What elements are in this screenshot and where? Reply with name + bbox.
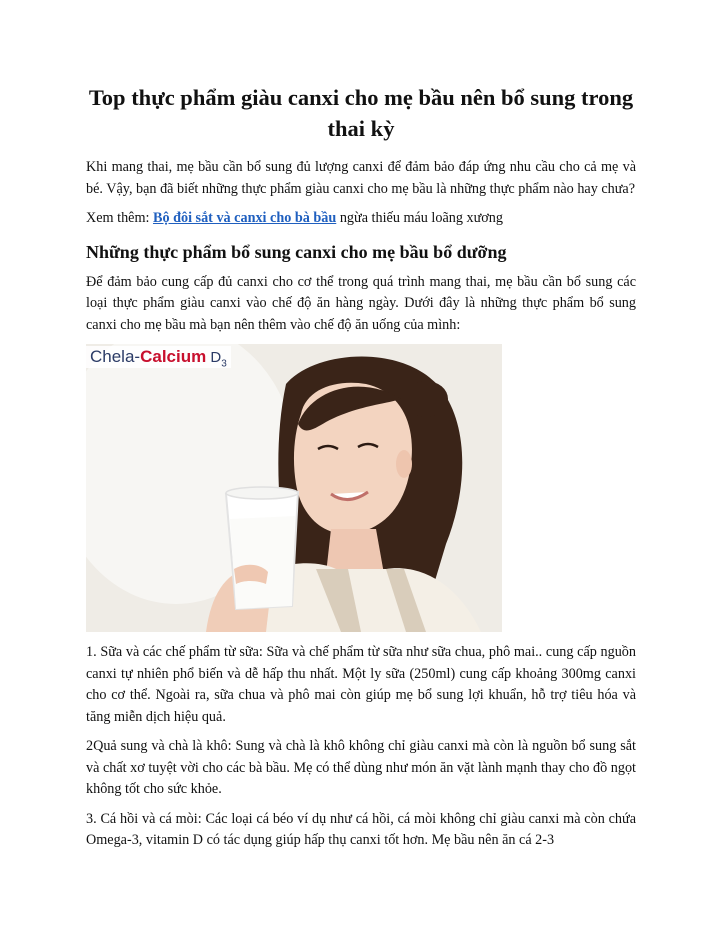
section-intro-paragraph: Để đảm bảo cung cấp đủ canxi cho cơ thể trong quá trình mang thai, mẹ bầu cần bổ sung các loại thực phẩm giàu canxi vào chế độ ăn hàng ngày. Dưới đây là những thực phẩm bổ sung canxi cho mẹ bầu mà bạn nên thêm vào chế độ ăn uống của mình: (86, 273, 636, 333)
item-salmon-sardine: 3. Cá hồi và cá mòi: Các loại cá béo ví dụ như cá hồi, cá mòi không chỉ giàu canxi mà còn chứa Omega-3, vitamin D có tác dụng giúp hấp thụ canxi tốt hơn. Mẹ bầu nên ăn cá 2-3 (86, 810, 636, 848)
page-title: Top thực phẩm giàu canxi cho mẹ bầu nên bổ sung trong thai kỳ (88, 85, 634, 141)
article (86, 82, 636, 860)
chela-calcium-logo (86, 346, 231, 368)
related-article-link[interactable]: Bộ đôi sắt và canxi cho bà bầu (152, 210, 337, 226)
item-dairy: 1. Sữa và các chế phẩm từ sữa: Sữa và chế phẩm từ sữa như sữa chua, phô mai.. cung cấp nguồn canxi tự nhiên phổ biến và dễ hấp thu nhất. Một ly sữa (250ml) cung cấp khoảng 300mg canxi cho cơ thể. Ngoài ra, sữa chua và phô mai còn giúp mẹ bổ sung lợi khuẩn, hỗ trợ tiêu hóa và tăng miễn dịch hiệu quả. (86, 644, 636, 725)
photo-illustration (86, 344, 502, 632)
see-more-line (86, 208, 636, 230)
logo-text-sub3: 3 (221, 358, 227, 370)
item-figs-dates: 2Quả sung và chà là khô: Sung và chà là khô không chỉ giàu canxi mà còn là nguồn bổ sung sắt và chất xơ tuyệt vời cho các bà bầu. Mẹ có thể dùng như món ăn vặt lành mạnh thay cho đồ ngọt không tốt cho sức khỏe. (86, 738, 636, 797)
section-heading: Những thực phẩm bổ sung canxi cho mẹ bầu bổ dưỡng (86, 241, 507, 262)
see-more-prefix: Xem thêm: (86, 210, 153, 226)
logo-text-calcium: Calcium (140, 347, 207, 366)
intro-paragraph: Khi mang thai, mẹ bầu cần bổ sung đủ lượng canxi để đảm bảo đáp ứng nhu cầu cho cả mẹ và bé. Vậy, bạn đã biết những thực phẩm giàu canxi cho mẹ bầu là những thực phẩm nào hay chưa? (86, 159, 636, 197)
logo-text-d: D (206, 349, 222, 366)
see-more-suffix: ngừa thiếu máu loãng xương (336, 210, 503, 226)
woman-drinking-milk-image (86, 344, 502, 632)
logo-text-chela: Chela- (90, 347, 141, 366)
